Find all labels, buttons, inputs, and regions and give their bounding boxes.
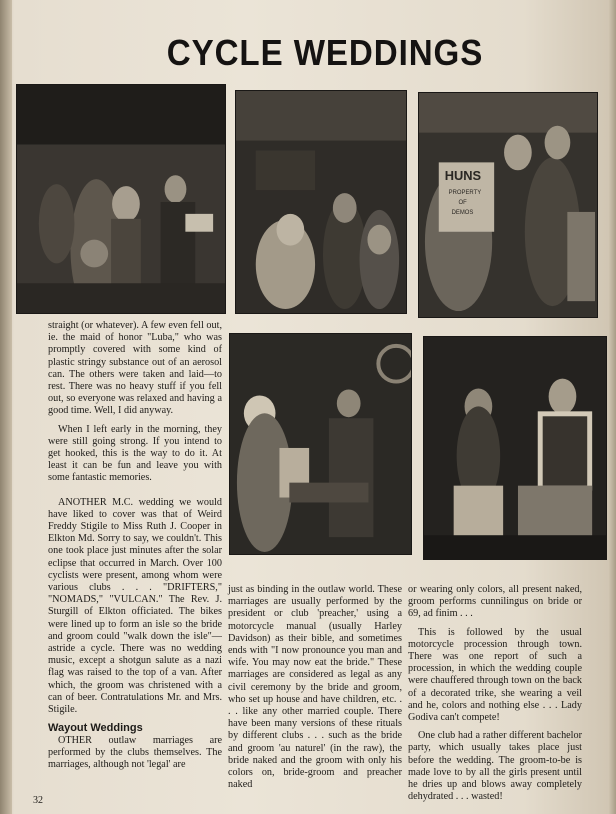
svg-text:PROPERTY: PROPERTY [448,190,482,197]
col2-paragraph-1: just as binding in the outlaw world. These marriages are usually performed by the president or club 'preacher,' using a motorcycle manual (usually Harley Davidson) as their bible, and sometimes ends with "I now pronounce you man and wife. You may now eat the bride." These marriages are considered as legal as any civil ceremony by the bride and groom, who set up house and have children, etc. . . . like any other married couple. There have been many versions of these rituals by different clubs . . . such as the bride and groom 'au naturel' (in the raw), the bride naked and the groom with only his colors on, bride-groom and preacher naked [228,584,402,791]
col1-paragraph-2: When I left early in the morning, they were still going strong. If you intend to get hooked, this is the way to do it. At least it can be fun and leave you with some fantastic memories. [48,423,222,484]
section-heading-wayout-weddings: Wayout Weddings [48,722,143,735]
col3-paragraph-2: This is followed by the usual motorcycle procession through town. There was one report of such a procession, in which the wedding couple were chauffered through town on the back of a decorated trike, she wearing a veil and he, colors and nothing else . . . Lady Godiva can't compete! [408,626,582,724]
page-binding-edge [0,0,12,814]
article-title: CYCLE WEDDINGS [166,32,484,73]
photo-ceremony-flag [229,333,412,555]
svg-text:OF: OF [458,200,467,207]
photo-couple-seated [423,336,607,560]
col1-paragraph-3: ANOTHER M.C. wedding we would have liked to cover was that of Weird Freddy Stigile to Miss Ruth J. Cooper in Elkton Md. Sorry to say, we couldn't. This one took place just minutes after the solar eclipse that occurred in March. Over 100 cyclists were present, among whom were various clubs . . . "DRIFTERS," "NOMADS," "VULCAN." The Rev. J. Sturgill of Elkton officiated. The bikes were lined up to form an isle so the bride and groom could "walk down the isle"—astride a cycle. There was no wedding music, except a shotgun salute as a nazi flag was raised to the top of a van. After which, the groom was christened with a can of beer. Contratulations Mr. and Mrs. Stigile. [48,496,222,716]
col1-paragraph-4: OTHER outlaw marriages are performed by the clubs themselves. The marriages, although not 'legal' are [48,734,222,770]
col1-paragraph-1: straight (or whatever). A few even fell out, ie. the maid of honor "Luba," who was promptly covered with some kind of plastic stringy substance out of an aerosol can. The others were taken and laid—to rest. There was no heavy stuff if you fell out, so everyone was relaxed and having a good time. Well, I did anyway. [48,320,222,417]
col3-paragraph-3: One club had a rather different bachelor party, which usually takes place just before the wedding. The groom-to-be is made love to by all the girls present until he dries up and blows away completely dehydrated . . . wasted! [408,730,582,803]
page-right-edge [608,0,616,814]
photo-wedding-guests-left [16,84,226,314]
column-2-text [228,584,402,797]
column-1-text [48,320,222,777]
photo-huns-shirt-biker [418,92,598,318]
col3-paragraph-1: or wearing only colors, all present naked, groom performs cunnilingus on bride or 69, ad finim . . . [408,584,582,620]
svg-text:DEMOS: DEMOS [451,209,474,216]
column-3-text [408,584,582,809]
photo-bikers-group-middle [235,90,407,314]
page-number: 32 [33,795,43,806]
svg-text:HUNS: HUNS [444,168,482,184]
